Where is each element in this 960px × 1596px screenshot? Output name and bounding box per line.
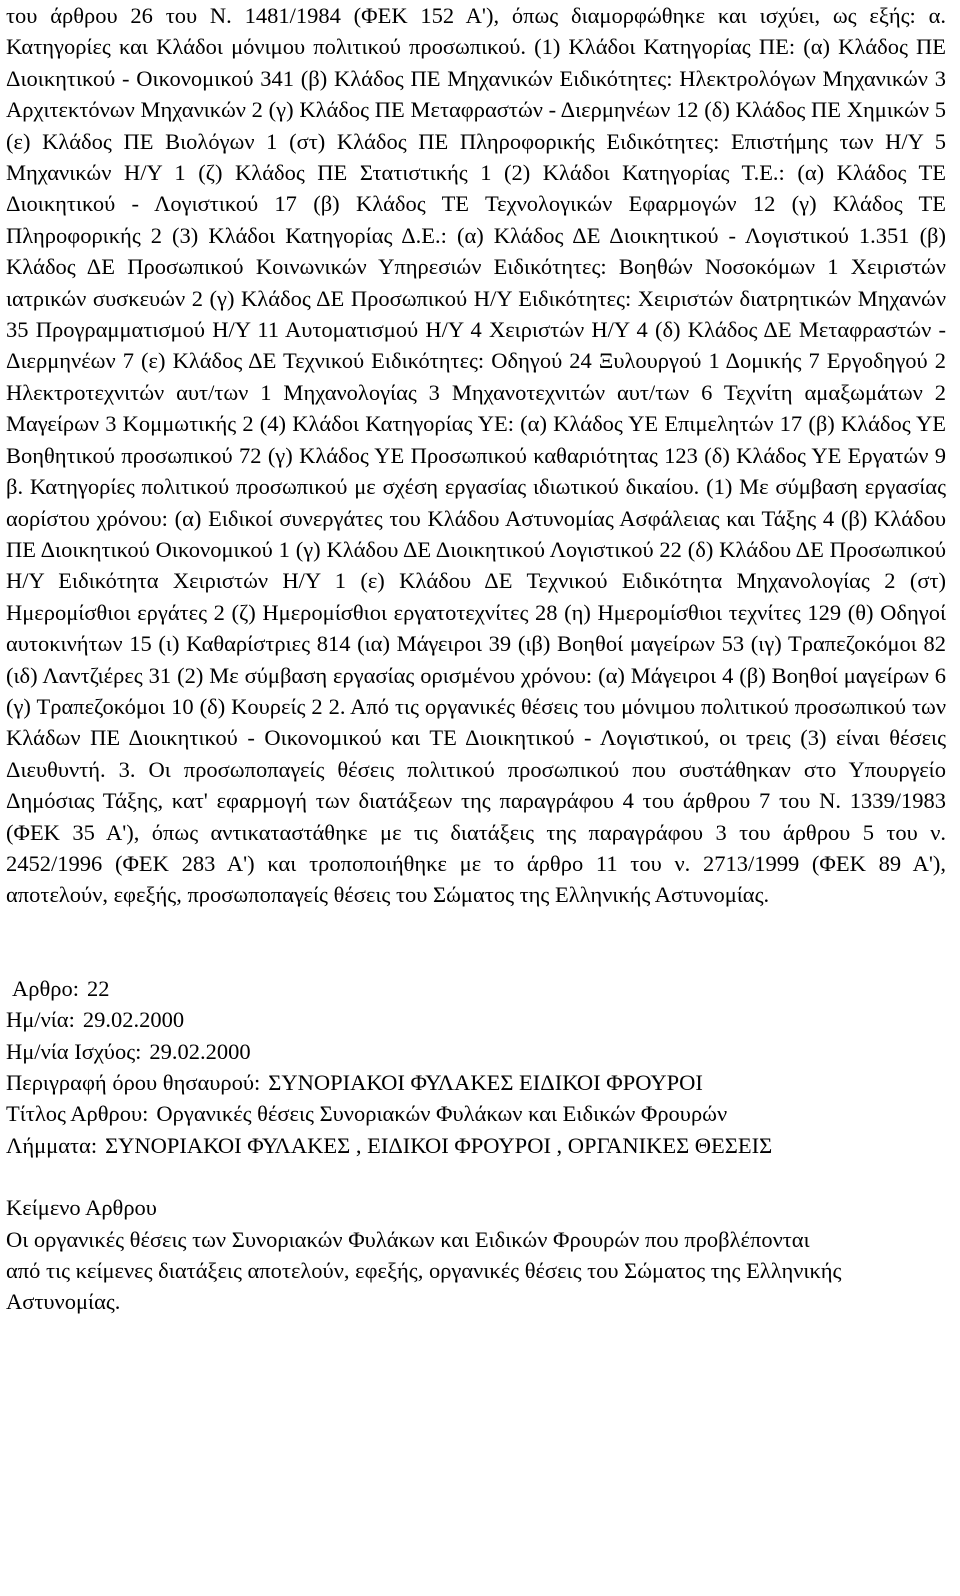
previous-article-text: του άρθρου 26 του Ν. 1481/1984 (ΦΕΚ 152 Α'), όπως διαμορφώθηκε και ισχύει, ως εξής: α. Κατηγορίες και Κλάδοι μόνιμου πολιτικού προσωπικού. (1) Κλάδοι Κατηγορίας ΠΕ: (α) Κλάδος ΠΕ Διοικητικού - Οικονομικού 341 (β) Κλάδος ΠΕ Μηχανικών Ειδικότητες: Ηλεκτρολόγων Μηχανικών 3 Αρχιτεκτόνων Μηχανικών 2 (γ) Κλάδος ΠΕ Μεταφραστών - Διερμηνέων 12 (δ) Κλάδος ΠΕ Χημικών 5 (ε) Κλάδος ΠΕ Βιολόγων 1 (στ) Κλάδος ΠΕ Πληροφορικής Ειδικότητες: Επιστήμης των Η/Υ 5 Μηχανικών Η/Υ 1 (ζ) Κλάδος ΠΕ Στατιστικής 1 (2) Κλάδοι Κατηγορίας Τ.Ε.: (α) Κλάδος ΤΕ Διοικητικού - Λογιστικού 17 (β) Κλάδος ΤΕ Τεχνολογικών Εφαρμογών 12 (γ) Κλάδος ΤΕ Πληροφορικής 2 (3) Κλάδοι Κατηγορίας Δ.Ε.: (α) Κλάδος ΔΕ Διοικητικού - Λογιστικού 1.351 (β) Κλάδος ΔΕ Προσωπικού Κοινωνικών Υπηρεσιών Ειδικότητες: Βοηθών Νοσοκόμων 1 Χειριστών ιατρικών συσκευών 2 (γ) Κλάδος ΔΕ Προσωπικού Η/Υ Ειδικότητες: Χειριστών διατρητικών Μηχανών 35 Προγραμματισμού Η/Υ 11 Αυτοματισμού Η/Υ 4 Χειριστών Η/Υ 4 (δ) Κλάδος ΔΕ Μεταφραστών - Διερμηνέων 7 (ε) Κλάδος ΔΕ Τεχνικού Ειδικότητες: Οδηγού 24 Ξυλουργού 1 Δομικής 7 Εργοδηγού 2 Ηλεκτροτεχνιτών αυτ/των 1 Μηχανολογίας 3 Μηχανοτεχνιτών αυτ/των 6 Τεχνίτη αμαξωμάτων 2 Μαγείρων 3 Κομμωτικής 2 (4) Κλάδοι Κατηγορίας ΥΕ: (α) Κλάδος ΥΕ Επιμελητών 17 (β) Κλάδος ΥΕ Βοηθητικού προσωπικού 72 (γ) Κλάδος ΥΕ Προσωπικού καθαριότητας 123 (δ) Κλάδος ΥΕ Εργατών 9 β. Κατηγορίες πολιτικού προσωπικού με σχέση εργασίας ιδιωτικού δικαίου. (1) Με σύμβαση εργασίας αορίστου χρόνου: (α) Ειδικοί συνεργάτες του Κλάδου Αστυνομίας Ασφάλειας και Τάξης 4 (β) Κλάδου ΠΕ Διοικητικού Οικονομικού 1 (γ) Κλάδου ΔΕ Διοικητικού Λογιστικού 22 (δ) Κλάδου ΔΕ Προσωπικού Η/Υ Ειδικότητα Χειριστών Η/Υ 1 (ε) Κλάδου ΔΕ Τεχνικού Ειδικότητα Μηχανολογίας 2 (στ) Ημερομίσθιοι εργάτες 2 (ζ) Ημερομίσθιοι εργατοτεχνίτες 28 (η) Ημερομίσθιοι τεχνίτες 129 (θ) Οδηγοί αυτοκινήτων 15 (ι) Καθαρίστριες 814 (ια) Μάγειροι 39 (ιβ) Βοηθοί μαγείρων 53 (ιγ) Τραπεζοκόμοι 82 (ιδ) Λαντζιέρες 31 (2) Με σύμβαση εργασίας ορισμένου χρόνου: (α) Μάγειροι 4 (β) Βοηθοί μαγείρων 6 (γ) Τραπεζοκόμοι 10 (δ) Κουρείς 2 2. Από τις οργανικές θέσεις του μόνιμου πολιτικού προσωπικού των Κλάδων ΠΕ Διοικητικού - Οικονομικού και ΤΕ Διοικητικού - Λογιστικού, οι τρεις (3) είναι θέσεις Διευθυντή. 3. Οι προσωποπαγείς θέσεις πολιτικού προσωπικού που συστάθηκαν στο Υπουργείο Δημόσιας Τάξης, κατ' εφαρμογή των διατάξεων της παραγράφου 4 του άρθρου 7 του Ν. 1339/1983 (ΦΕΚ 35 Α'), όπως αντικαταστάθηκε με τις διατάξεις της παραγράφου 3 του άρθρου 5 του ν. 2452/1996 (ΦΕΚ 283 Α') και τροποποιήθηκε με το άρθρο 11 του ν. 2713/1999 (ΦΕΚ 89 Α'), αποτελούν, εφεξής, προσωποπαγείς θέσεις του Σώματος της Ελληνικής Αστυνομίας. [6,3,946,908]
article-title-line [6,1098,946,1129]
article-number-value: 22 [86,975,110,1001]
article-effective-date-line [6,1036,946,1067]
document-page [6,0,946,1318]
article-metadata [6,973,946,1318]
article-title-label: Τίτλος Αρθρου: [6,1101,149,1127]
keywords-value: ΣΥΝΟΡΙΑΚΟΙ ΦΥΛΑΚΕΣ , ΕΙΔΙΚΟΙ ΦΡΟΥΡΟΙ , ΟΡΓΑΝΙΚΕΣ ΘΕΣΕΙΣ [105,1132,773,1158]
article-text-heading: Κείμενο Αρθρου [6,1195,157,1221]
article-effective-date-value: 29.02.2000 [149,1038,251,1064]
article-effective-date-label: Ημ/νία Ισχύος: [6,1038,142,1064]
keywords-label: Λήμματα: [6,1132,98,1158]
thesaurus-term-value: ΣΥΝΟΡΙΑΚΟΙ ΦΥΛΑΚΕΣ ΕΙΔΙΚΟΙ ΦΡΟΥΡΟΙ [268,1070,703,1095]
article-text-body: Οι οργανικές θέσεις των Συνοριακών Φυλάκων και Ειδικών Φρουρών που προβλέπονται από τις κείμενες διατάξεις αποτελούν, εφεξής, οργανικές θέσεις του Σώματος της Ελληνικής Αστυνομίας. [6,1226,842,1315]
article-number-line [6,973,946,1004]
article-date-label: Ημ/νία: [6,1007,75,1033]
article-date-value: 29.02.2000 [82,1007,185,1033]
thesaurus-term-line [6,1067,946,1098]
article-number-label: Αρθρο: [12,975,79,1001]
article-date-line [6,1004,946,1035]
article-title-value: Οργανικές θέσεις Συνοριακών Φυλάκων και Ειδικών Φρουρών [156,1101,728,1127]
keywords-line [6,1130,866,1161]
thesaurus-term-label: Περιγραφή όρου θησαυρού: [6,1070,261,1095]
